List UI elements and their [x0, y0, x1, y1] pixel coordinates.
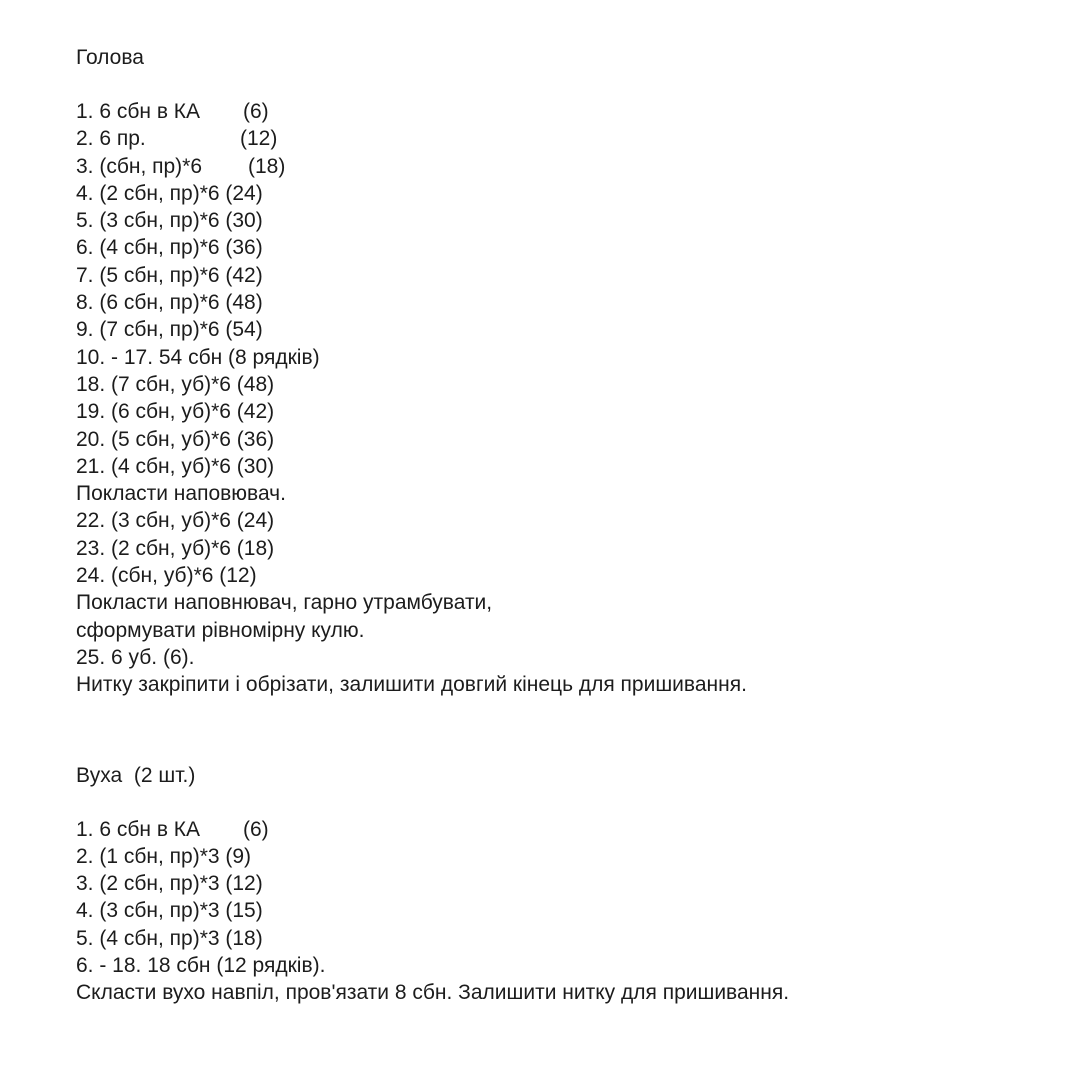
instruction-line — [76, 426, 1056, 453]
instruction-text: 25. 6 уб. (6). — [76, 645, 195, 669]
instruction-line — [76, 843, 1056, 870]
instruction-line — [76, 344, 1056, 371]
instruction-line — [76, 316, 1056, 343]
instruction-text: 4. (2 сбн, пр)*6 (24) — [76, 181, 263, 205]
instruction-text: 5. (3 сбн, пр)*6 (30) — [76, 209, 263, 233]
instruction-line — [76, 952, 1056, 979]
instruction-text: 8. (6 сбн, пр)*6 (48) — [76, 291, 263, 315]
instruction-line — [76, 125, 1056, 152]
instruction-text: 1. 6 сбн в КА — [76, 817, 201, 841]
stitch-count: (6) — [243, 817, 269, 841]
instruction-text: 7. (5 сбн, пр)*6 (42) — [76, 263, 263, 287]
instruction-text: 2. (1 сбн, пр)*3 (9) — [76, 844, 252, 868]
instruction-line — [76, 535, 1056, 562]
instruction-line — [76, 507, 1056, 534]
stitch-count: (12) — [240, 127, 278, 151]
instruction-text: 23. (2 сбн, уб)*6 (18) — [76, 536, 275, 560]
instruction-line — [76, 262, 1056, 289]
head-instructions-list — [76, 98, 1056, 699]
instruction-text: 3. (сбн, пр)*6 — [76, 154, 203, 178]
instruction-text: 20. (5 сбн, уб)*6 (36) — [76, 427, 275, 451]
instruction-line — [76, 289, 1056, 316]
instruction-line — [76, 562, 1056, 589]
head-section-title: Голова — [76, 46, 144, 69]
instruction-text: 2. 6 пр. — [76, 127, 146, 151]
instruction-line — [76, 617, 1056, 644]
instruction-text: 9. (7 сбн, пр)*6 (54) — [76, 318, 263, 342]
instruction-line — [76, 644, 1056, 671]
instruction-line — [76, 207, 1056, 234]
instruction-text: Нитку закріпити і обрізати, залишити довгий кінець для пришивання. — [76, 673, 747, 697]
instruction-line — [76, 98, 1056, 125]
instruction-text: сформувати рівномірну кулю. — [76, 618, 365, 642]
instruction-line — [76, 979, 1056, 1006]
stitch-count: (6) — [243, 100, 269, 123]
instruction-text: 10. - 17. 54 сбн (8 рядків) — [76, 345, 320, 369]
instruction-text: Скласти вухо навпіл, пров'язати 8 сбн. Залишити нитку для пришивання. — [76, 981, 790, 1005]
ear-section-title: Вуха (2 шт.) — [76, 763, 196, 787]
spacer — [76, 71, 1056, 98]
instruction-line — [76, 925, 1056, 952]
instruction-text: 1. 6 сбн в КА — [76, 100, 201, 123]
instruction-text: 19. (6 сбн, уб)*6 (42) — [76, 400, 275, 424]
spacer — [76, 699, 1056, 762]
instruction-line — [76, 870, 1056, 897]
document-page — [76, 44, 1056, 1007]
instruction-line — [76, 153, 1056, 180]
instruction-text: 4. (3 сбн, пр)*3 (15) — [76, 899, 263, 923]
instruction-line — [76, 480, 1056, 507]
spacer — [76, 789, 1056, 816]
instruction-line — [76, 398, 1056, 425]
instruction-text: Покласти наповнювач, гарно утрамбувати, — [76, 591, 493, 615]
instruction-text: 3. (2 сбн, пр)*3 (12) — [76, 872, 263, 896]
instruction-line — [76, 371, 1056, 398]
instruction-line — [76, 589, 1056, 616]
instruction-text: 6. - 18. 18 сбн (12 рядків). — [76, 954, 326, 978]
instruction-line — [76, 234, 1056, 261]
instruction-text: 6. (4 сбн, пр)*6 (36) — [76, 236, 263, 260]
instruction-line — [76, 671, 1056, 698]
instruction-text: 24. (сбн, уб)*6 (12) — [76, 564, 257, 588]
ear-instructions-list — [76, 816, 1056, 1007]
instruction-text: 21. (4 сбн, уб)*6 (30) — [76, 454, 275, 478]
instruction-text: 18. (7 сбн, уб)*6 (48) — [76, 372, 275, 396]
instruction-line — [76, 897, 1056, 924]
instruction-text: 22. (3 сбн, уб)*6 (24) — [76, 509, 275, 533]
instruction-line — [76, 453, 1056, 480]
instruction-line — [76, 816, 1056, 843]
instruction-text: Покласти наповювач. — [76, 482, 286, 506]
stitch-count: (18) — [248, 154, 286, 178]
instruction-text: 5. (4 сбн, пр)*3 (18) — [76, 926, 263, 950]
instruction-line — [76, 180, 1056, 207]
